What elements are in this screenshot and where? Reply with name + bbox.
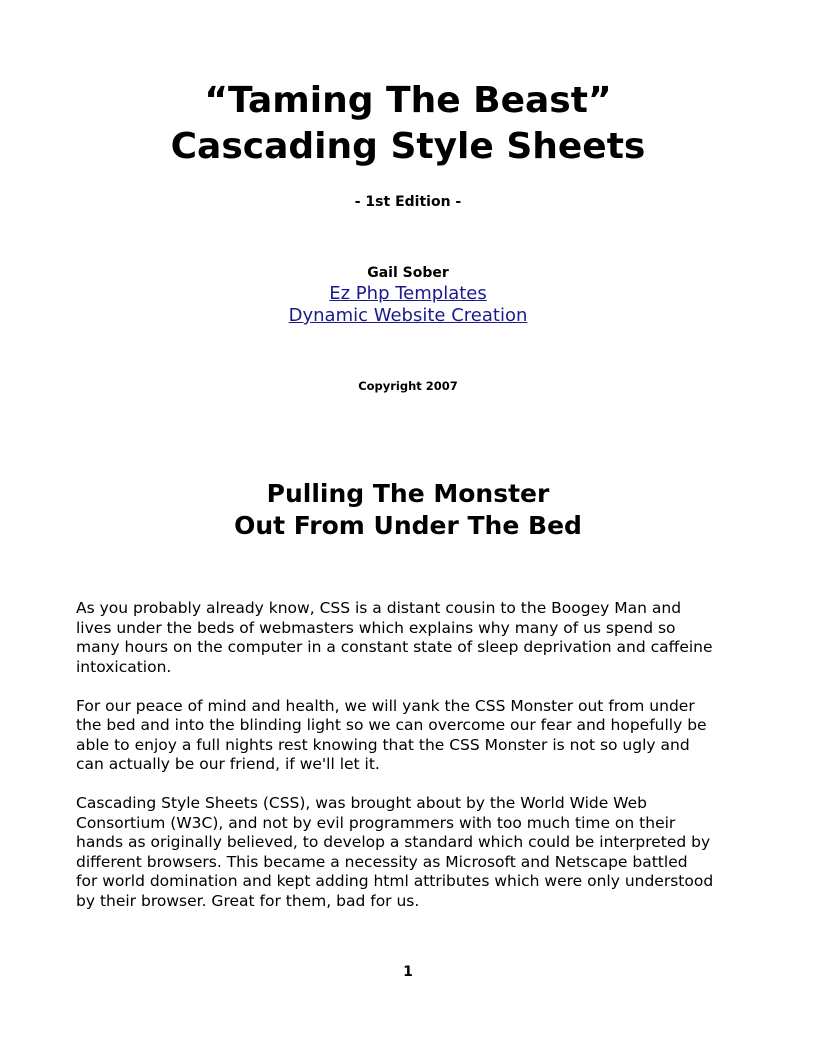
paragraph-line: by their browser. Great for them, bad for us. (76, 891, 420, 910)
title-line-1: “Taming The Beast” (204, 80, 612, 121)
edition-label: - 1st Edition - (354, 194, 462, 210)
paragraph-line: different browsers. This became a necessity as Microsoft and Netscape battled (76, 852, 688, 871)
copyright-notice: Copyright 2007 (358, 379, 458, 393)
title-line-2: Cascading Style Sheets (170, 126, 646, 167)
section-heading-line-2: Out From Under The Bed (234, 511, 582, 540)
paragraph-line: As you probably already know, CSS is a distant cousin to the Boogey Man and (76, 599, 682, 617)
author-links (0, 283, 816, 327)
paragraph-line: Cascading Style Sheets (CSS), was brought about by the World Wide Web (76, 794, 647, 812)
paragraph-line: can actually be our friend, if we'll let it. (76, 755, 380, 773)
paragraph-line: Consortium (W3C), and not by evil programmers with too much time on their (76, 813, 676, 832)
document-title (0, 78, 816, 170)
page-number: 1 (403, 964, 413, 980)
paragraph-line: the bed and into the blinding light so we can overcome our fear and hopefully be (76, 716, 707, 734)
paragraph-line: for world domination and kept adding html attributes which were only understood (76, 872, 714, 890)
paragraph-line: intoxication. (76, 657, 172, 676)
paragraph-2 (76, 697, 746, 775)
link-dynamic-website-creation[interactable]: Dynamic Website Creation (288, 305, 528, 326)
paragraph-line: many hours on the computer in a constant state of sleep deprivation and caffeine (76, 638, 713, 656)
paragraph-1 (76, 599, 746, 677)
paragraph-line: hands as originally believed, to develop a standard which could be interpreted by (76, 833, 711, 851)
link-ez-php-templates[interactable]: Ez Php Templates (329, 283, 487, 304)
paragraph-line: able to enjoy a full nights rest knowing that the CSS Monster is not so ugly and (76, 735, 690, 754)
paragraph-3 (76, 794, 746, 911)
section-heading (0, 478, 816, 542)
paragraph-line: For our peace of mind and health, we will yank the CSS Monster out from under (76, 696, 695, 715)
paragraph-line: lives under the beds of webmasters which explains why many of us spend so (76, 618, 676, 637)
section-heading-line-1: Pulling The Monster (266, 479, 550, 508)
body-paragraphs (76, 599, 746, 931)
author-name: Gail Sober (367, 265, 449, 281)
